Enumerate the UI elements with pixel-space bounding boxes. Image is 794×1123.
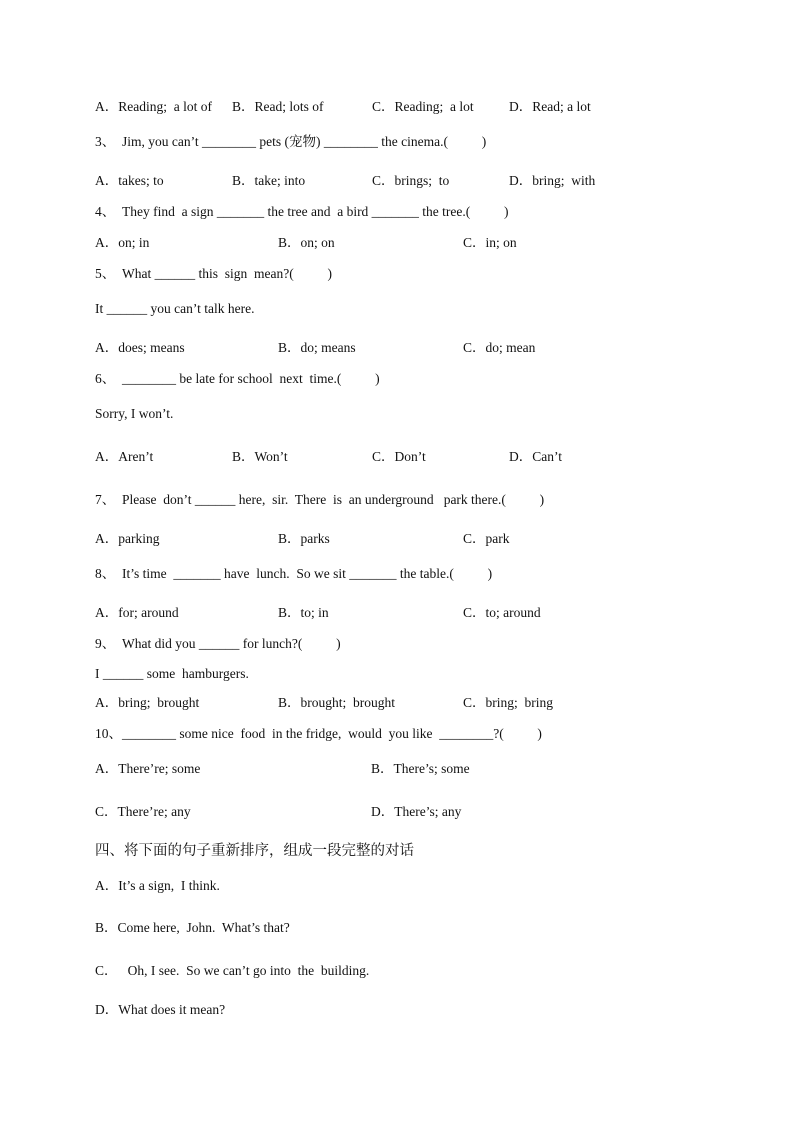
q8-option-c: C．to; around bbox=[463, 605, 541, 620]
q8-stem: 8、 It’s time _______ have lunch. So we sit _______ the table.( ) bbox=[95, 566, 493, 581]
q6-stem: 6、 ________ be late for school next time.( ) bbox=[95, 371, 380, 386]
q2-option-c: C．Reading; a lot bbox=[372, 99, 474, 114]
q4-stem: 4、 They find a sign _______ the tree and a bird _______ the tree.( ) bbox=[95, 204, 509, 219]
q3-option-d: D．bring; with bbox=[509, 173, 596, 188]
q2-option-b: B．Read; lots of bbox=[232, 99, 324, 114]
q5-option-a: A．does; means bbox=[95, 340, 185, 355]
q4-option-a: A．on; in bbox=[95, 235, 150, 250]
q6-option-a: A．Aren’t bbox=[95, 449, 154, 464]
q6-option-c: C．Don’t bbox=[372, 449, 426, 464]
q6-answer-line: Sorry, I won’t. bbox=[95, 406, 174, 421]
q10-option-b: B．There’s; some bbox=[371, 761, 470, 776]
q2-option-a: A．Reading; a lot of bbox=[95, 99, 212, 114]
section-four-heading: 四、将下面的句子重新排序，组成一段完整的对话 bbox=[95, 843, 414, 859]
dialogue-sentence-b: B．Come here, John. What’s that? bbox=[95, 920, 290, 935]
q10-option-c: C．There’re; any bbox=[95, 804, 191, 819]
q7-option-c: C．park bbox=[463, 531, 510, 546]
q3-option-b: B．take; into bbox=[232, 173, 306, 188]
q7-option-b: B．parks bbox=[278, 531, 330, 546]
dialogue-sentence-c: C． Oh, I see. So we can’t go into the building. bbox=[95, 963, 370, 978]
q9-stem: 9、 What did you ______ for lunch?( ) bbox=[95, 636, 341, 651]
q4-option-c: C．in; on bbox=[463, 235, 517, 250]
q2-option-d: D．Read; a lot bbox=[509, 99, 591, 114]
dialogue-sentence-a: A．It’s a sign, I think. bbox=[95, 878, 220, 893]
q4-option-b: B．on; on bbox=[278, 235, 335, 250]
q6-option-b: B．Won’t bbox=[232, 449, 288, 464]
q3-stem: 3、 Jim, you can’t ________ pets (宠物) ________ the cinema.( ) bbox=[95, 134, 487, 149]
q7-option-a: A．parking bbox=[95, 531, 160, 546]
q9-answer-line: I ______ some hamburgers. bbox=[95, 666, 249, 681]
q10-option-d: D．There’s; any bbox=[371, 804, 462, 819]
q9-option-a: A．bring; brought bbox=[95, 695, 200, 710]
q3-option-a: A．takes; to bbox=[95, 173, 164, 188]
q5-option-b: B．do; means bbox=[278, 340, 356, 355]
q5-option-c: C．do; mean bbox=[463, 340, 536, 355]
q8-option-a: A．for; around bbox=[95, 605, 179, 620]
q10-stem: 10、________ some nice food in the fridge, would you like ________?( ) bbox=[95, 726, 542, 741]
q10-option-a: A．There’re; some bbox=[95, 761, 201, 776]
q9-option-c: C．bring; bring bbox=[463, 695, 553, 710]
q5-answer-line: It ______ you can’t talk here. bbox=[95, 301, 255, 316]
q6-option-d: D．Can’t bbox=[509, 449, 562, 464]
dialogue-sentence-d: D．What does it mean? bbox=[95, 1002, 226, 1017]
q8-option-b: B．to; in bbox=[278, 605, 329, 620]
q9-option-b: B．brought; brought bbox=[278, 695, 395, 710]
q3-option-c: C．brings; to bbox=[372, 173, 450, 188]
q5-stem: 5、 What ______ this sign mean?( ) bbox=[95, 266, 332, 281]
q7-stem: 7、 Please don’t ______ here, sir. There is an underground park there.( ) bbox=[95, 492, 545, 507]
